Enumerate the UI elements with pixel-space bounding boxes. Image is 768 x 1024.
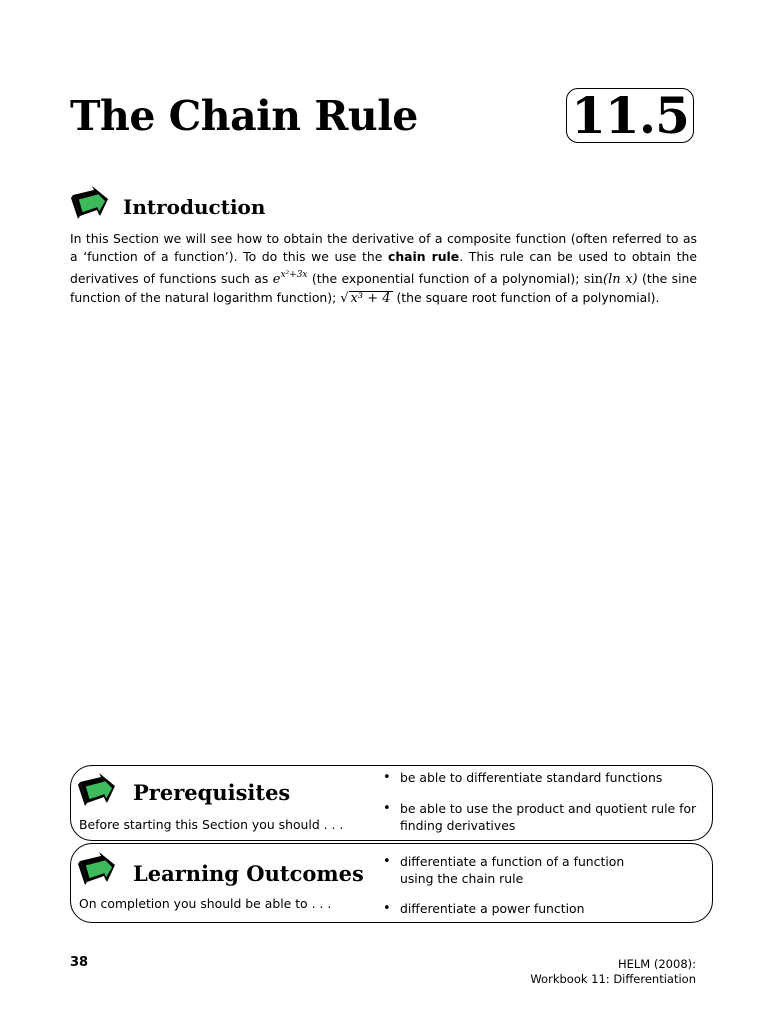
math-exponential	[273, 272, 308, 287]
learning-outcomes-panel	[70, 843, 713, 923]
arrow-icon	[77, 773, 119, 813]
page-title: The Chain Rule	[70, 92, 418, 140]
footer-source-line: HELM (2008):	[617, 957, 696, 971]
list-item: • differentiate a power function	[383, 900, 700, 917]
section-number-badge	[566, 88, 694, 143]
arrow-icon	[70, 186, 112, 226]
math-sin-arg: (ln x)	[603, 272, 638, 287]
intro-text-part-5: (the square root function of a polynomial).	[392, 290, 660, 305]
math-sqrt-arg: x³ + 4	[350, 291, 391, 306]
intro-text-part-4: (the sine function of the natural logarithm function);	[70, 271, 698, 305]
prerequisites-title: Prerequisites	[133, 780, 291, 805]
footer-source	[530, 957, 696, 987]
chain-rule-term: chain rule	[388, 249, 460, 264]
introduction-heading: Introduction	[123, 195, 266, 219]
intro-text-part-2: . This rule can be used to obtain the derivatives of functions such as	[70, 249, 697, 286]
list-item: • differentiate a function of a function using the chain rule	[383, 853, 645, 887]
list-item: • be able to differentiate standard functions	[383, 769, 700, 786]
math-sqrt	[340, 290, 392, 308]
prerequisites-panel	[70, 765, 713, 841]
footer-workbook-line: Workbook 11: Differentiation	[530, 972, 696, 986]
prerequisites-subtitle: Before starting this Section you should . . .	[79, 817, 344, 832]
arrow-icon	[77, 852, 119, 892]
introduction-text	[70, 230, 697, 308]
list-item: • be able to use the product and quotient rule for finding derivatives	[383, 800, 700, 834]
page-number: 38	[70, 955, 89, 970]
learning-outcomes-title: Learning Outcomes	[133, 861, 364, 886]
math-exp-power: x²+3x	[280, 270, 308, 280]
math-sin-ln	[584, 272, 638, 287]
learning-outcomes-subtitle: On completion you should be able to . . .	[79, 896, 332, 911]
math-sin-fn: sin	[583, 272, 604, 287]
intro-text-part-1: In this Section we will see how to obtain the derivative of a composite function (often referred to as a ‘function of a function’). To do this we use the	[70, 231, 697, 264]
intro-text-part-3: (the exponential function of a polynomial);	[307, 271, 584, 286]
math-sqrt-sign: √	[340, 291, 349, 306]
section-number: 11.5	[571, 86, 689, 145]
math-exp-base: e	[272, 272, 281, 287]
